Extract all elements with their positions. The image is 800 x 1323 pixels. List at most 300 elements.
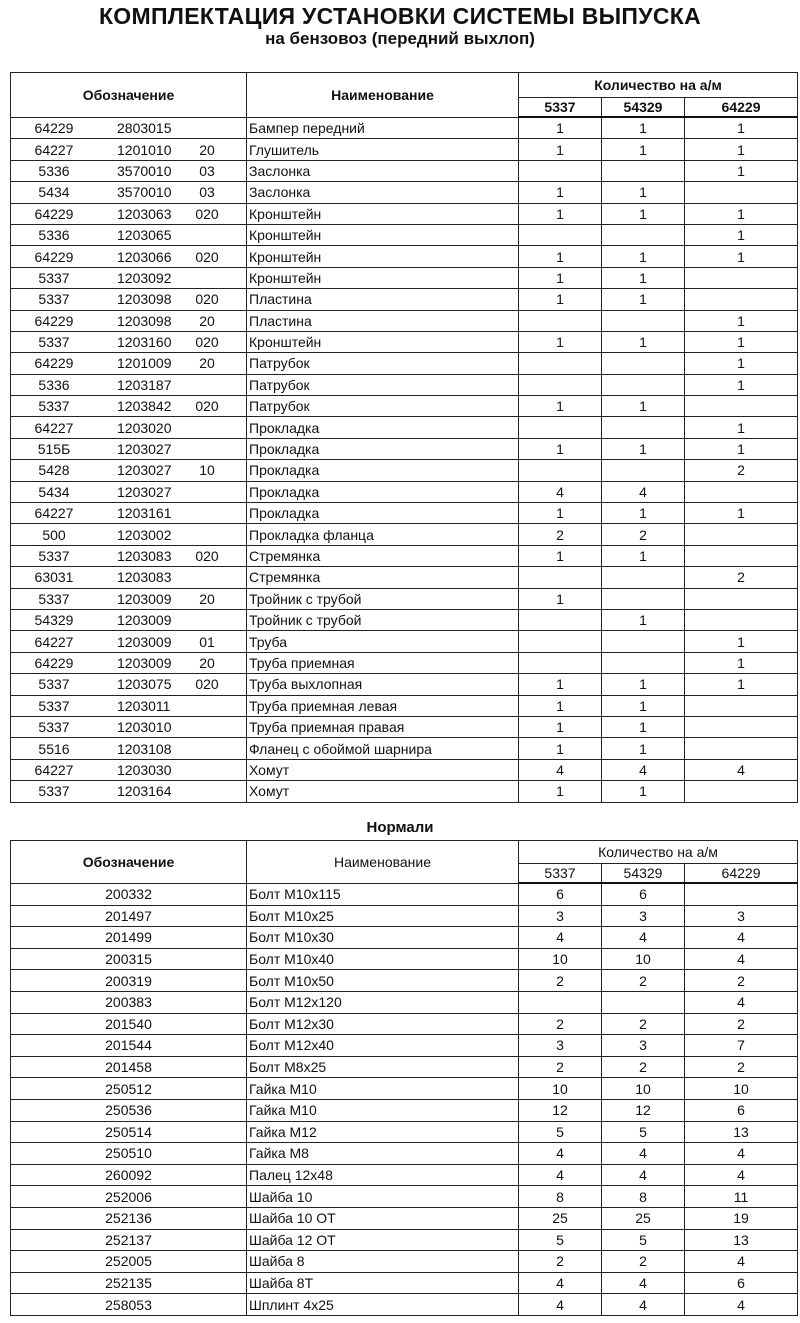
quantity-cell	[602, 160, 685, 181]
name-header: Наименование	[247, 73, 519, 118]
quantity-cell: 2	[602, 1056, 685, 1078]
quantity-header: Количество на а/м	[519, 73, 798, 98]
model-code: 5336	[38, 376, 70, 393]
variant-code: 020	[195, 548, 219, 564]
model-code: 5337	[38, 676, 70, 693]
quantity-cell: 13	[685, 1121, 798, 1143]
model-code: 64229	[34, 205, 74, 222]
quantity-cell: 1	[685, 310, 798, 331]
model-header: 54329	[602, 98, 685, 118]
quantity-cell: 1	[519, 503, 602, 524]
quantity-cell: 4	[685, 948, 798, 970]
designation-cell: 252136	[11, 1207, 247, 1229]
quantity-cell: 6	[685, 1272, 798, 1294]
quantity-cell: 4	[519, 759, 602, 780]
part-number: 1203010	[117, 719, 172, 736]
quantity-cell: 25	[602, 1207, 685, 1229]
quantity-cell	[519, 224, 602, 245]
quantity-cell: 1	[685, 139, 798, 160]
quantity-cell: 4	[602, 1164, 685, 1186]
quantity-cell: 2	[519, 970, 602, 992]
quantity-cell: 10	[602, 1078, 685, 1100]
quantity-cell: 4	[685, 991, 798, 1013]
quantity-cell	[602, 417, 685, 438]
quantity-cell: 4	[685, 1251, 798, 1273]
table-row	[11, 117, 798, 139]
part-number: 1201009	[117, 355, 172, 372]
quantity-cell: 1	[519, 289, 602, 310]
model-code: 63031	[34, 569, 74, 586]
part-name: Бампер передний	[247, 117, 519, 139]
table-row	[11, 1013, 798, 1035]
model-code: 5434	[38, 483, 70, 500]
table-row	[11, 674, 798, 695]
quantity-cell: 4	[685, 1143, 798, 1165]
designation-cell: 201497	[11, 905, 247, 927]
designation-cell	[11, 460, 247, 481]
part-number: 1203009	[117, 654, 172, 671]
part-name: Болт М10х115	[247, 883, 519, 905]
part-name: Кронштейн	[247, 331, 519, 352]
quantity-cell: 2	[519, 524, 602, 545]
quantity-cell	[685, 524, 798, 545]
quantity-cell: 11	[685, 1186, 798, 1208]
part-name: Труба приемная	[247, 652, 519, 673]
quantity-cell: 1	[602, 203, 685, 224]
part-name: Прокладка	[247, 417, 519, 438]
part-number: 1203098	[117, 291, 172, 308]
quantity-cell	[602, 991, 685, 1013]
part-name: Хомут	[247, 781, 519, 802]
table-row	[11, 267, 798, 288]
quantity-cell: 1	[602, 609, 685, 630]
quantity-cell: 1	[602, 674, 685, 695]
quantity-cell: 2	[685, 567, 798, 588]
model-code: 64229	[34, 312, 74, 329]
designation-cell	[11, 289, 247, 310]
quantity-cell: 1	[602, 396, 685, 417]
quantity-cell: 5	[519, 1121, 602, 1143]
part-number: 1203083	[117, 569, 172, 586]
part-name: Заслонка	[247, 160, 519, 181]
model-code: 64227	[34, 505, 74, 522]
quantity-cell: 1	[685, 374, 798, 395]
quantity-cell: 4	[685, 1164, 798, 1186]
designation-cell: 200319	[11, 970, 247, 992]
quantity-cell: 3	[519, 905, 602, 927]
part-number: 1203164	[117, 783, 172, 800]
part-number: 1203063	[117, 205, 172, 222]
quantity-cell: 1	[685, 117, 798, 139]
part-number: 1203030	[117, 761, 172, 778]
norm-table-body	[11, 883, 798, 1315]
part-name: Прокладка	[247, 460, 519, 481]
model-header: 64229	[685, 98, 798, 118]
model-header: 5337	[519, 98, 602, 118]
designation-cell	[11, 738, 247, 759]
quantity-cell: 13	[685, 1229, 798, 1251]
part-name: Заслонка	[247, 182, 519, 203]
part-name: Гайка М12	[247, 1121, 519, 1143]
table-row	[11, 883, 798, 905]
quantity-header: Количество на а/м	[519, 841, 798, 864]
quantity-cell: 1	[685, 503, 798, 524]
quantity-cell: 3	[602, 905, 685, 927]
designation-cell	[11, 224, 247, 245]
model-code: 5337	[38, 719, 70, 736]
part-name: Прокладка фланца	[247, 524, 519, 545]
part-name: Патрубок	[247, 396, 519, 417]
quantity-cell: 1	[602, 545, 685, 566]
model-code: 5516	[38, 740, 70, 757]
model-code: 5336	[38, 162, 70, 179]
quantity-cell: 4	[519, 927, 602, 949]
quantity-cell: 2	[519, 1056, 602, 1078]
part-number: 1203011	[117, 697, 171, 714]
part-number: 1203098	[117, 312, 172, 329]
part-number: 3570010	[117, 162, 172, 179]
quantity-cell	[685, 609, 798, 630]
quantity-cell: 1	[602, 781, 685, 802]
designation-cell	[11, 503, 247, 524]
quantity-cell: 4	[685, 927, 798, 949]
quantity-cell	[602, 224, 685, 245]
model-header: 64229	[685, 864, 798, 884]
quantity-cell: 1	[519, 139, 602, 160]
designation-cell: 252135	[11, 1272, 247, 1294]
part-name: Гайка М8	[247, 1143, 519, 1165]
part-name: Прокладка	[247, 438, 519, 459]
part-number: 1203108	[117, 740, 172, 757]
quantity-cell: 12	[519, 1099, 602, 1121]
quantity-cell	[519, 652, 602, 673]
quantity-cell: 1	[602, 503, 685, 524]
quantity-cell: 8	[519, 1186, 602, 1208]
table-row	[11, 224, 798, 245]
part-name: Хомут	[247, 759, 519, 780]
quantity-cell: 1	[602, 182, 685, 203]
designation-cell: 200332	[11, 883, 247, 905]
part-number: 1203075	[117, 676, 172, 693]
table-row	[11, 1186, 798, 1208]
designation-cell	[11, 438, 247, 459]
designation-cell: 201544	[11, 1035, 247, 1057]
quantity-cell: 10	[685, 1078, 798, 1100]
part-number: 1203020	[117, 419, 172, 436]
quantity-cell: 1	[519, 396, 602, 417]
part-name: Прокладка	[247, 503, 519, 524]
page-subtitle: на бензовоз (передний выхлоп)	[265, 29, 535, 48]
model-code: 5337	[38, 398, 70, 415]
quantity-cell: 2	[685, 460, 798, 481]
table-row	[11, 1143, 798, 1165]
part-number: 1203002	[117, 526, 172, 543]
quantity-cell: 4	[519, 481, 602, 502]
designation-cell: 250510	[11, 1143, 247, 1165]
variant-code: 20	[199, 355, 215, 372]
part-name: Болт М10х30	[247, 927, 519, 949]
quantity-cell: 2	[602, 1251, 685, 1273]
designation-header: Обозначение	[11, 841, 247, 884]
designation-cell: 258053	[11, 1294, 247, 1316]
table-row	[11, 396, 798, 417]
quantity-cell: 1	[602, 246, 685, 267]
designation-cell: 201540	[11, 1013, 247, 1035]
part-name: Болт М8х25	[247, 1056, 519, 1078]
quantity-cell	[602, 631, 685, 652]
part-number: 1203083	[117, 548, 172, 564]
quantity-cell	[602, 652, 685, 673]
table-row	[11, 1251, 798, 1273]
table-row	[11, 1056, 798, 1078]
quantity-cell	[685, 883, 798, 905]
part-name: Болт М10х25	[247, 905, 519, 927]
quantity-cell: 4	[602, 1294, 685, 1316]
variant-code: 020	[195, 676, 219, 693]
quantity-cell: 6	[602, 883, 685, 905]
quantity-cell: 4	[602, 481, 685, 502]
designation-cell	[11, 182, 247, 203]
quantity-cell	[602, 460, 685, 481]
designation-cell	[11, 267, 247, 288]
table-row	[11, 203, 798, 224]
quantity-cell: 5	[602, 1229, 685, 1251]
designation-cell: 201499	[11, 927, 247, 949]
quantity-cell: 6	[519, 883, 602, 905]
quantity-cell	[602, 588, 685, 609]
designation-cell	[11, 374, 247, 395]
part-name: Прокладка	[247, 481, 519, 502]
quantity-cell: 4	[519, 1294, 602, 1316]
quantity-cell: 1	[519, 716, 602, 737]
designation-cell	[11, 631, 247, 652]
part-number: 1203009	[117, 633, 172, 650]
table-row	[11, 609, 798, 630]
table-row	[11, 481, 798, 502]
quantity-cell: 1	[519, 182, 602, 203]
part-name: Шайба 12 ОТ	[247, 1229, 519, 1251]
designation-header: Обозначение	[11, 73, 247, 118]
table-row	[11, 1207, 798, 1229]
designation-cell	[11, 310, 247, 331]
variant-code: 20	[199, 141, 215, 158]
designation-cell	[11, 353, 247, 374]
quantity-cell: 2	[519, 1251, 602, 1273]
quantity-cell: 1	[602, 267, 685, 288]
designation-cell	[11, 524, 247, 545]
model-code: 5337	[38, 291, 70, 308]
quantity-cell: 1	[685, 438, 798, 459]
variant-code: 03	[199, 162, 215, 179]
part-name: Кронштейн	[247, 267, 519, 288]
model-code: 5428	[38, 462, 70, 479]
variant-code: 20	[199, 590, 215, 607]
quantity-cell: 1	[685, 331, 798, 352]
quantity-cell: 1	[519, 246, 602, 267]
quantity-cell: 1	[685, 631, 798, 652]
variant-code: 03	[199, 184, 215, 201]
part-name: Пластина	[247, 310, 519, 331]
quantity-cell	[685, 695, 798, 716]
quantity-cell: 2	[602, 524, 685, 545]
designation-cell	[11, 652, 247, 673]
variant-code: 020	[195, 291, 219, 308]
quantity-cell	[519, 310, 602, 331]
quantity-cell: 1	[519, 588, 602, 609]
model-code: 5337	[38, 334, 70, 351]
part-number: 1203027	[117, 483, 172, 500]
part-number: 1201010	[117, 141, 172, 158]
quantity-cell: 1	[602, 289, 685, 310]
part-name: Болт М12х40	[247, 1035, 519, 1057]
part-name: Болт М10х50	[247, 970, 519, 992]
model-code: 515Б	[37, 441, 71, 458]
quantity-cell: 1	[519, 203, 602, 224]
variant-code: 020	[195, 398, 219, 415]
quantity-cell: 5	[602, 1121, 685, 1143]
model-code: 64227	[34, 761, 74, 778]
quantity-cell: 4	[519, 1164, 602, 1186]
quantity-cell: 8	[602, 1186, 685, 1208]
table-row	[11, 460, 798, 481]
quantity-cell	[685, 781, 798, 802]
quantity-cell: 1	[602, 139, 685, 160]
part-name: Палец 12х48	[247, 1164, 519, 1186]
quantity-cell: 3	[685, 905, 798, 927]
part-name: Болт М12х30	[247, 1013, 519, 1035]
designation-cell: 201458	[11, 1056, 247, 1078]
quantity-cell: 1	[685, 246, 798, 267]
designation-cell	[11, 695, 247, 716]
model-code: 5337	[38, 697, 70, 714]
table-row	[11, 1035, 798, 1057]
part-name: Гайка М10	[247, 1099, 519, 1121]
model-code: 500	[42, 526, 66, 543]
quantity-cell	[685, 545, 798, 566]
table-row	[11, 438, 798, 459]
table-row	[11, 1121, 798, 1143]
designation-cell: 200315	[11, 948, 247, 970]
part-number: 1203161	[117, 505, 172, 522]
table-row	[11, 289, 798, 310]
model-code: 64227	[34, 141, 74, 158]
part-number: 1203092	[117, 269, 172, 286]
variant-code: 01	[199, 633, 215, 650]
model-code: 64229	[34, 654, 74, 671]
table-row	[11, 1294, 798, 1316]
quantity-cell	[685, 182, 798, 203]
table-row	[11, 545, 798, 566]
quantity-cell: 1	[519, 674, 602, 695]
part-number: 3570010	[117, 184, 172, 201]
table-row	[11, 970, 798, 992]
quantity-cell: 1	[602, 331, 685, 352]
table-row	[11, 588, 798, 609]
table-row	[11, 331, 798, 352]
quantity-cell: 1	[602, 695, 685, 716]
quantity-cell	[685, 481, 798, 502]
quantity-cell	[685, 267, 798, 288]
part-name: Шплинт 4х25	[247, 1294, 519, 1316]
quantity-cell: 1	[685, 203, 798, 224]
table-row	[11, 182, 798, 203]
quantity-cell: 1	[685, 160, 798, 181]
quantity-cell: 25	[519, 1207, 602, 1229]
designation-cell	[11, 674, 247, 695]
table-row	[11, 246, 798, 267]
designation-cell: 252005	[11, 1251, 247, 1273]
quantity-cell: 2	[685, 970, 798, 992]
quantity-cell: 2	[685, 1056, 798, 1078]
quantity-cell: 19	[685, 1207, 798, 1229]
part-name: Шайба 10 ОТ	[247, 1207, 519, 1229]
quantity-cell: 3	[602, 1035, 685, 1057]
quantity-cell: 4	[519, 1143, 602, 1165]
quantity-cell: 4	[602, 759, 685, 780]
table-row	[11, 524, 798, 545]
part-name: Труба приемная правая	[247, 716, 519, 737]
quantity-cell: 1	[519, 545, 602, 566]
model-code: 64229	[34, 248, 74, 265]
part-name: Шайба 8	[247, 1251, 519, 1273]
table-row	[11, 1229, 798, 1251]
part-name: Патрубок	[247, 374, 519, 395]
model-code: 64229	[34, 355, 74, 372]
quantity-cell: 5	[519, 1229, 602, 1251]
quantity-cell: 4	[685, 759, 798, 780]
designation-cell: 250512	[11, 1078, 247, 1100]
part-name: Фланец с обоймой шарнира	[247, 738, 519, 759]
designation-cell: 260092	[11, 1164, 247, 1186]
quantity-cell: 7	[685, 1035, 798, 1057]
table-row	[11, 652, 798, 673]
table-row	[11, 927, 798, 949]
quantity-cell	[602, 567, 685, 588]
table-row	[11, 1099, 798, 1121]
quantity-cell	[602, 374, 685, 395]
table-row	[11, 417, 798, 438]
variant-code: 20	[199, 654, 215, 671]
variant-code: 020	[195, 248, 219, 265]
designation-cell	[11, 117, 247, 139]
designation-cell	[11, 331, 247, 352]
part-number: 1203066	[117, 248, 172, 265]
part-number: 1203842	[117, 398, 172, 415]
designation-cell: 250536	[11, 1099, 247, 1121]
part-number: 1203187	[117, 376, 172, 393]
table-row	[11, 759, 798, 780]
quantity-cell	[519, 374, 602, 395]
quantity-cell: 1	[685, 652, 798, 673]
table-row	[11, 374, 798, 395]
part-number: 1203065	[117, 227, 172, 244]
designation-cell	[11, 481, 247, 502]
quantity-cell	[519, 417, 602, 438]
quantity-cell: 6	[685, 1099, 798, 1121]
quantity-cell: 2	[602, 970, 685, 992]
designation-cell	[11, 567, 247, 588]
quantity-cell	[519, 609, 602, 630]
part-name: Кронштейн	[247, 246, 519, 267]
table-row	[11, 716, 798, 737]
part-name: Шайба 10	[247, 1186, 519, 1208]
designation-cell	[11, 759, 247, 780]
quantity-cell	[685, 588, 798, 609]
quantity-cell: 1	[685, 353, 798, 374]
part-name: Патрубок	[247, 353, 519, 374]
designation-cell	[11, 609, 247, 630]
quantity-cell: 1	[602, 438, 685, 459]
